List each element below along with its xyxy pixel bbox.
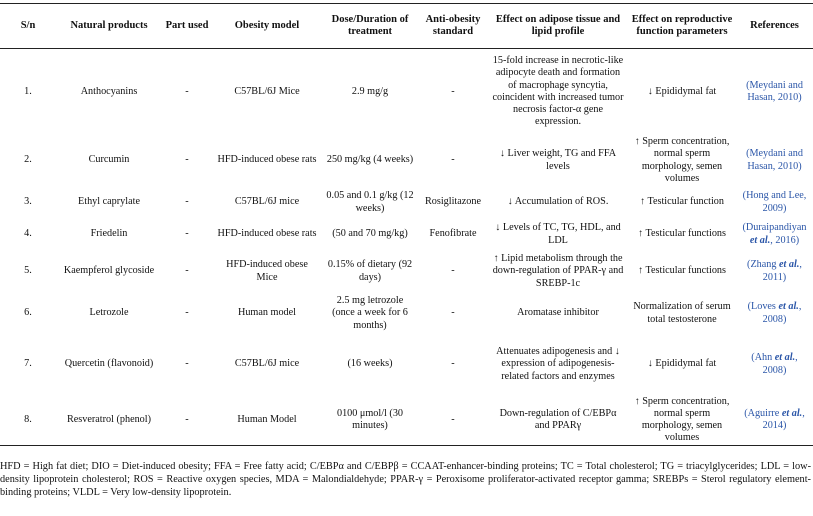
reference-link[interactable] (736, 187, 813, 219)
cell-reproductive-effect: ↑ Testicular functions (638, 265, 726, 277)
cell-part-used: - (185, 196, 189, 208)
reference-text: (Loves (747, 301, 779, 313)
header-obesity-model: Obesity model (212, 4, 322, 49)
reference-link[interactable] (736, 395, 813, 446)
cell-reproductive-effect: ↑ Testicular function (640, 196, 724, 208)
table-header-row (0, 4, 813, 49)
cell-dose: 2.5 mg letrozole (once a week for 6 months) (332, 295, 408, 331)
cell-product: Anthocyanins (80, 85, 138, 97)
cell-adipose-effect: Aromatase inhibitor (517, 307, 599, 319)
cell-product: Friedelin (90, 228, 128, 240)
cell-part-used: - (185, 307, 189, 319)
cell-product: Letrozole (89, 307, 129, 319)
cell-part-used: - (185, 265, 189, 277)
cell-adipose-effect: Down-regulation of C/EBPα and PPARγ (488, 395, 628, 446)
cell-obesity-model: Human Model (212, 395, 322, 446)
cell-standard: Fenofibrate (429, 228, 477, 240)
table-row (0, 135, 813, 187)
cell-adipose-effect: ↓ Levels of TC, TG, HDL, and LDL (495, 222, 621, 246)
cell-obesity-model: HFD-induced obese Mice (226, 259, 308, 283)
table-row (0, 395, 813, 446)
reference-text: (Meydani and Hasan, 2010) (746, 148, 803, 172)
header-reproductive-effect: Effect on reproductive function parameters (628, 4, 736, 49)
cell-obesity-model: HFD-induced obese rats (217, 154, 317, 166)
cell-obesity-model: C57BL/6J Mice (234, 85, 300, 97)
cell-reproductive-effect: ↑ Sperm concentration, normal sperm morphology, semen volumes (628, 395, 736, 446)
cell-obesity-model: C57BL/6J mice (234, 358, 300, 370)
reference-et-al: et al. (778, 301, 799, 313)
reference-text: (Aguirre (744, 407, 782, 419)
cell-reproductive-effect: ↓ Epididymal fat (647, 358, 717, 370)
reference-text: (Zhang (747, 259, 780, 271)
cell-reproductive-effect: ↓ Epididymal fat (647, 85, 717, 97)
cell-sn: 4. (24, 228, 32, 240)
reference-year: , 2011) (762, 259, 802, 283)
cell-reproductive-effect: ↑ Testicular functions (638, 228, 726, 240)
cell-part-used: - (162, 395, 212, 446)
cell-adipose-effect: ↑ Lipid metabolism through the down-regulation of PPAR-γ and SREBP-1c (492, 253, 624, 289)
cell-adipose-effect: ↓ Liver weight, TG and FFA levels (499, 148, 617, 172)
cell-dose: 0.05 and 0.1 g/kg (12 weeks) (326, 190, 414, 214)
cell-dose: (50 and 70 mg/kg) (332, 228, 408, 240)
reference-year: , 2008) (762, 301, 802, 325)
header-references: References (736, 4, 813, 49)
reference-text: (Meydani and Hasan, 2010) (746, 79, 803, 103)
table-row (0, 219, 813, 251)
reference-link[interactable] (736, 219, 813, 251)
table-footnote: HFD = High fat diet; DIO = Diet-induced obesity; FFA = Free fatty acid; C/EBPα and C/EBPβ = CCAAT-enhancer-binding proteins; TC = Total cholesterol; TG = triacylglycerides; LDL = low-density lipoprotein cholesterol; ROS = Reactive oxygen species, MDA = Malondialdehyde; PPAR-γ = Peroxisome proliferator-activated receptor gamma; SREBPs = Sterol regulatory element-binding proteins; VLDL = Very low-density lipoprotein. (0, 461, 811, 498)
reference-text: (Duraipandiyan (742, 222, 807, 234)
cell-part-used: - (185, 85, 189, 97)
cell-product: Ethyl caprylate (78, 196, 140, 208)
cell-sn: 6. (24, 307, 32, 319)
table-row (0, 335, 813, 395)
cell-sn: 8. (0, 395, 56, 446)
reference-text: (Hong and Lee, 2009) (742, 190, 807, 214)
table-row (0, 187, 813, 219)
cell-dose: 250 mg/kg (4 weeks) (326, 154, 414, 166)
cell-standard: - (451, 154, 455, 166)
reference-link[interactable] (736, 49, 813, 135)
cell-dose: 2.9 mg/g (351, 85, 389, 97)
reference-et-al: et al. (774, 352, 796, 364)
cell-adipose-effect: 15-fold increase in necrotic-like adipocyte death and formation of macrophage syncytia, coincident with increased tumor necrosis factor-α gene expression. (492, 55, 624, 128)
reference-year: , 2008) (762, 352, 798, 376)
header-dose-duration: Dose/Duration of treatment (322, 4, 418, 49)
cell-part-used: - (185, 358, 189, 370)
cell-part-used: - (185, 154, 189, 166)
cell-sn: 5. (24, 265, 32, 277)
table-row (0, 293, 813, 335)
cell-standard: - (451, 85, 455, 97)
cell-sn: 2. (24, 154, 32, 166)
cell-adipose-effect: Attenuates adipogenesis and ↓ expression of adipogenesis-related factors and enzymes (496, 346, 620, 382)
header-adipose-effect: Effect on adipose tissue and lipid profile (488, 4, 628, 49)
cell-dose: 0100 μmol/l (30 minutes) (322, 395, 418, 446)
table-row (0, 49, 813, 135)
cell-dose: (16 weeks) (347, 358, 393, 370)
cell-product: Quercetin (flavonoid) (64, 358, 154, 370)
reference-link[interactable] (736, 135, 813, 187)
cell-standard: - (418, 395, 488, 446)
cell-reproductive-effect: Normalization of serum total testosterone (633, 301, 731, 325)
reference-et-al: et al. (779, 259, 800, 271)
cell-sn: 3. (24, 196, 32, 208)
reference-link[interactable] (736, 251, 813, 293)
cell-obesity-model: Human model (237, 307, 296, 319)
reference-et-al: et al. (749, 234, 771, 246)
reference-et-al: et al. (781, 407, 803, 419)
cell-sn: 1. (24, 85, 32, 97)
reference-text: (Ahn (751, 352, 775, 364)
cell-obesity-model: HFD-induced obese rats (217, 228, 317, 240)
cell-product: Resveratrol (phenol) (56, 395, 162, 446)
cell-sn: 7. (24, 358, 32, 370)
cell-adipose-effect: ↓ Accumulation of ROS. (507, 196, 609, 208)
table-row (0, 251, 813, 293)
cell-standard: Rosiglitazone (424, 196, 482, 208)
header-part-used: Part used (162, 4, 212, 49)
cell-standard: - (451, 265, 455, 277)
cell-obesity-model: C57BL/6J mice (234, 196, 300, 208)
reference-link[interactable] (736, 293, 813, 335)
reference-year: , 2014) (762, 407, 805, 431)
cell-product: Curcumin (88, 154, 130, 166)
reference-year: , 2016) (770, 234, 800, 246)
header-sn: S/n (0, 4, 56, 49)
header-anti-obesity-standard: Anti-obesity standard (418, 4, 488, 49)
header-natural-products: Natural products (56, 4, 162, 49)
cell-product: Kaempferol glycoside (63, 265, 155, 277)
cell-reproductive-effect: ↑ Sperm concentration, normal sperm morphology, semen volumes (634, 136, 730, 184)
reference-link[interactable] (736, 335, 813, 395)
cell-part-used: - (185, 228, 189, 240)
cell-dose: 0.15% of dietary (92 days) (327, 259, 413, 283)
natural-products-table (0, 3, 813, 446)
cell-standard: - (451, 307, 455, 319)
cell-standard: - (451, 358, 455, 370)
